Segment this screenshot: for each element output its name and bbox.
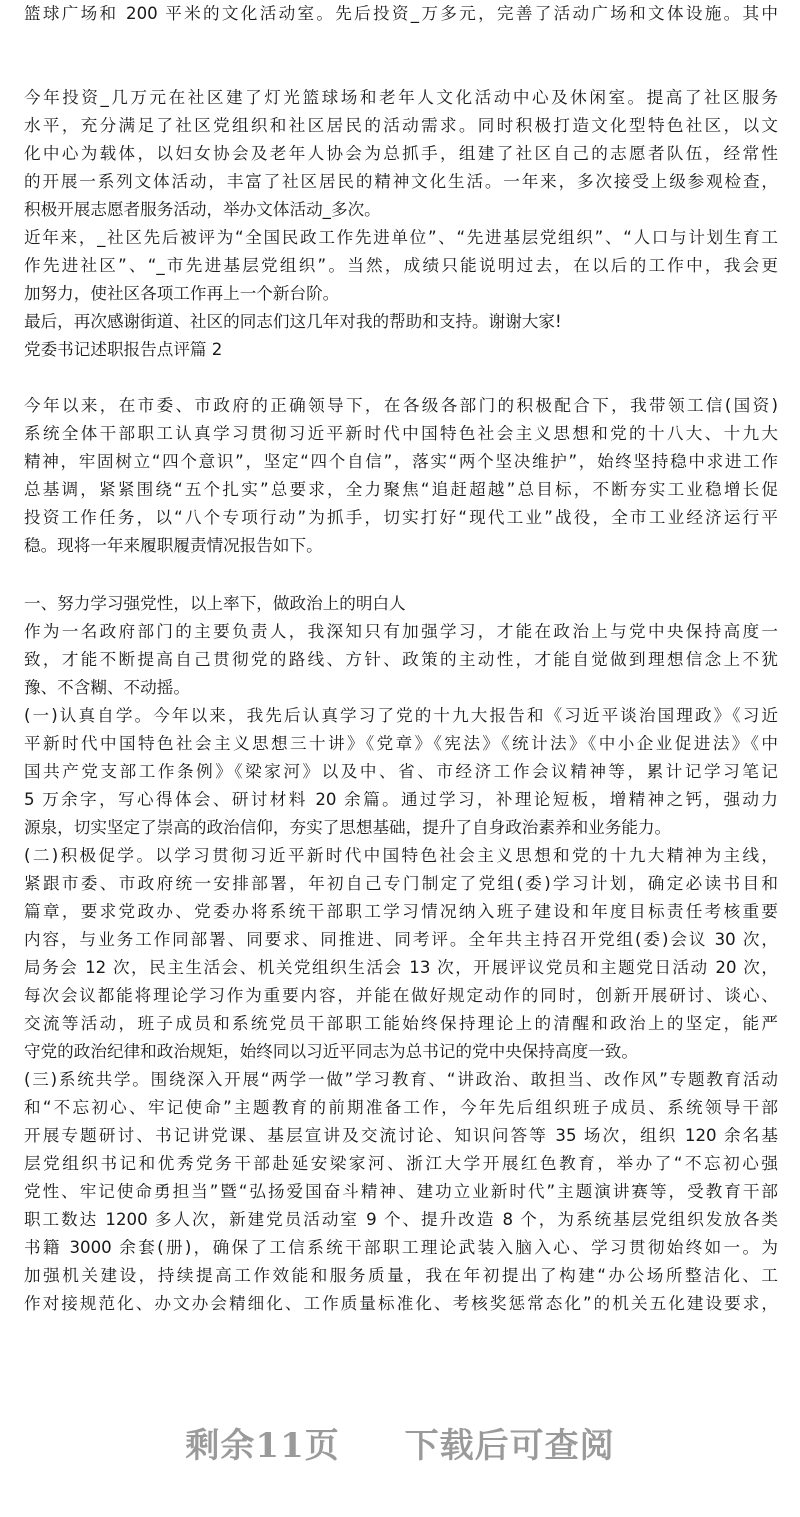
text-line: 致，才能不断提高自己贯彻党的路线、方针、政策的主动性，才能自觉做到理想信念上不犹	[24, 650, 778, 669]
text-block	[24, 590, 778, 1318]
text-line: 投资工作任务，以“八个专项行动”为抓手，切实打好“现代工业”战役，全市工业经济运行平	[24, 508, 778, 527]
text-line: 职工数达 1200 多人次，新建党员活动室 9 个、提升改造 8 个，为系统基层党组织发放各类	[24, 1210, 778, 1229]
paragraph	[24, 224, 778, 308]
paragraph	[24, 392, 778, 560]
text-line: 和“不忘初心、牢记使命”主题教育的前期准备工作，今年先后组织班子成员、系统领导干部	[24, 1098, 778, 1117]
text-line: 作对接规范化、办文办会精细化、工作质量标准化、考核奖惩常态化”的机关五化建设要求，	[24, 1294, 778, 1313]
text-line: 作先进社区”、“_市先进基层党组织”。当然，成绩只能说明过去，在以后的工作中，我会更	[24, 256, 778, 275]
text-line: 稳。现将一年来履职履责情况报告如下。	[24, 536, 323, 555]
text-block	[24, 392, 778, 560]
text-line: 水平，充分满足了社区党组织和社区居民的活动需求。同时积极打造文化型特色社区，以文	[24, 116, 778, 135]
text-line: 篇章，要求党政办、党委办将系统干部职工学习情况纳入班子建设和年度目标责任考核重要	[24, 902, 778, 921]
paragraph	[24, 336, 778, 364]
text-line: 一、努力学习强党性，以上率下，做政治上的明白人	[24, 594, 406, 613]
text-line: 化中心为载体，以妇女协会及老年人协会为总抓手，组建了社区自己的志愿者队伍，经常性	[24, 144, 778, 163]
text-line: 最后，再次感谢街道、社区的同志们这几年对我的帮助和支持。谢谢大家!	[24, 312, 562, 331]
text-line: 加努力，使社区各项工作再上一个新台阶。	[24, 284, 340, 303]
text-line: 层党组织书记和优秀党务干部赴延安梁家河、浙江大学开展红色教育，举办了“不忘初心强	[24, 1154, 778, 1173]
text-line: 作为一名政府部门的主要负责人，我深知只有加强学习，才能在政治上与党中央保持高度一	[24, 622, 778, 641]
text-line: 平新时代中国特色社会主义思想三十讲》《党章》《宪法》《统计法》《中小企业促进法》《中	[24, 734, 778, 753]
text-block	[24, 84, 778, 364]
text-line: 局务会 12 次，民主生活会、机关党组织生活会 13 次，开展评议党员和主题党日活动 20 次，	[24, 958, 778, 977]
text-line: 系统全体干部职工认真学习贯彻习近平新时代中国特色社会主义思想和党的十八大、十九大	[24, 424, 778, 443]
text-line: 书籍 3000 余套(册)，确保了工信系统干部职工理论武装入脑入心、学习贯彻始终如一。为	[24, 1238, 778, 1257]
paragraph	[24, 308, 778, 336]
text-line: (二)积极促学。以学习贯彻习近平新时代中国特色社会主义思想和党的十九大精神为主线，	[24, 846, 778, 865]
text-line: 守党的政治纪律和政治规矩，始终同以习近平同志为总书记的党中央保持高度一致。	[24, 1042, 638, 1061]
paragraph	[24, 842, 778, 1066]
text-line: 近年来，_社区先后被评为“全国民政工作先进单位”、“先进基层党组织”、“人口与计划生育工	[24, 228, 778, 247]
text-line: 国共产党支部工作条例》《梁家河》以及中、省、市经济工作会议精神等，累计记学习笔记	[24, 762, 778, 781]
text-line: 豫、不含糊、不动摇。	[24, 678, 190, 697]
text-line: 今年投资_几万元在社区建了灯光篮球场和老年人文化活动中心及休闲室。提高了社区服务	[24, 88, 778, 107]
text-line: 加强机关建设，持续提高工作效能和服务质量，我在年初提出了构建“办公场所整洁化、工	[24, 1266, 778, 1285]
text-line: 源泉，切实坚定了崇高的政治信仰，夯实了思想基础，提升了自身政治素养和业务能力。	[24, 818, 672, 837]
text-line: (一)认真自学。今年以来，我先后认真学习了党的十九大报告和《习近平谈治国理政》《习近	[24, 706, 778, 725]
text-line: 今年以来，在市委、市政府的正确领导下，在各级各部门的积极配合下，我带领工信(国资)	[24, 396, 778, 415]
text-line: 积极开展志愿者服务活动，举办文体活动_多次。	[24, 200, 381, 219]
paragraph	[24, 84, 778, 224]
paragraph	[24, 618, 778, 702]
paragraph	[24, 0, 778, 28]
paragraph	[24, 1066, 778, 1318]
paragraph	[24, 590, 778, 618]
remaining-pages-label: 剩余11页	[185, 1426, 340, 1466]
text-line: 开展专题研讨、书记讲党课、基层宣讲及交流讨论、知识问答等 35 场次，组织 120 余名基	[24, 1126, 778, 1145]
text-line: (三)系统共学。围绕深入开展“两学一做”学习教育、“讲政治、敢担当、改作风”专题教育活动	[24, 1070, 778, 1089]
text-line: 精神，牢固树立“四个意识”，坚定“四个自信”，落实“两个坚决维护”，始终坚持稳中求进工作	[24, 452, 778, 471]
text-line: 党委书记述职报告点评篇 2	[24, 340, 223, 359]
paragraph	[24, 702, 778, 842]
text-line: 每次会议都能将理论学习作为重要内容，并能在做好规定动作的同时，创新开展研讨、谈心、	[24, 986, 778, 1005]
text-line: 的开展一系列文体活动，丰富了社区居民的精神文化生活。一年来，多次接受上级参观检查，	[24, 172, 778, 191]
text-line: 篮球广场和 200 平米的文化活动室。先后投资_万多元，完善了活动广场和文体设施。其中	[24, 4, 778, 23]
text-line: 党性、牢记使命勇担当”暨“弘扬爱国奋斗精神、建功立业新时代”主题演讲赛等，受教育干部	[24, 1182, 778, 1201]
text-line: 内容，与业务工作同部署、同要求、同推进、同考评。全年共主持召开党组(委)会议 30 次，	[24, 930, 778, 949]
text-line: 紧跟市委、市政府统一安排部署，年初自己专门制定了党组(委)学习计划，确定必读书目和	[24, 874, 778, 893]
text-block	[24, 0, 778, 28]
download-prompt[interactable]	[0, 1418, 800, 1467]
text-line: 5 万余字，写心得体会、研讨材料 20 余篇。通过学习，补理论短板，增精神之钙，强动力	[24, 790, 778, 809]
text-line: 总基调，紧紧围绕“五个扎实”总要求，全力聚焦“追赶超越”总目标，不断夯实工业稳增长促	[24, 480, 778, 499]
download-hint-label: 下载后可查阅	[404, 1426, 615, 1466]
text-line: 交流等活动，班子成员和系统党员干部职工能始终保持理论上的清醒和政治上的坚定，能严	[24, 1014, 778, 1033]
